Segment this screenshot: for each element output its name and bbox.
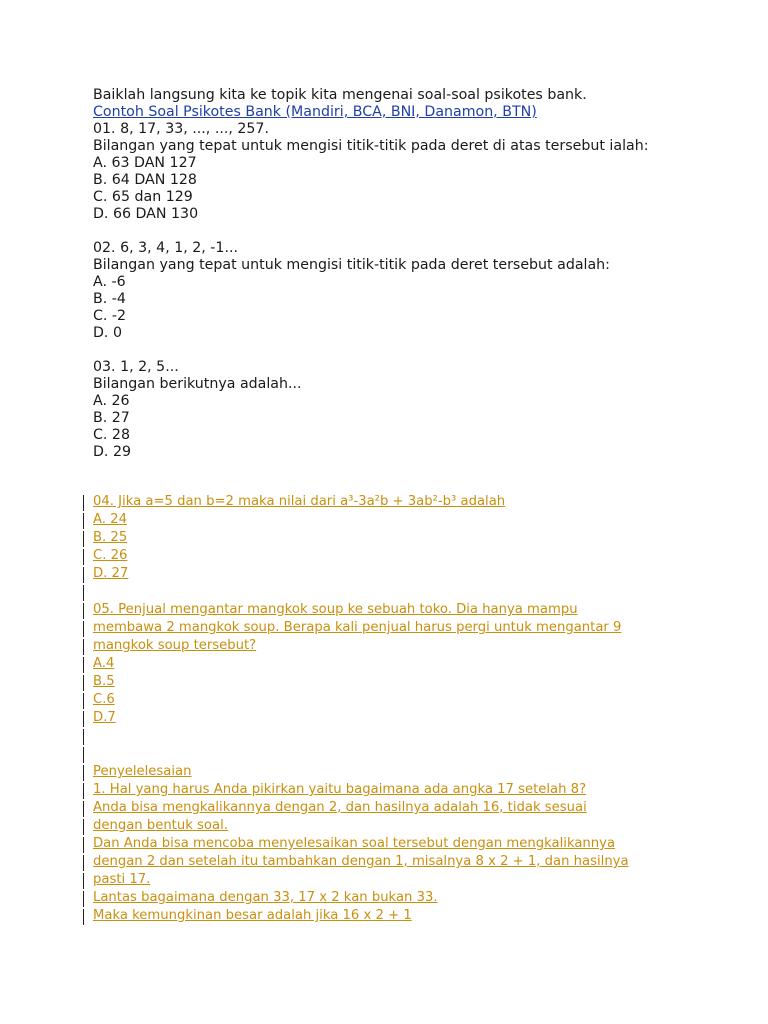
solution-line-6[interactable]: pasti 17. [93,871,693,889]
q4-option-b[interactable]: B. 25 [93,529,693,547]
q4-option-a[interactable]: A. 24 [93,511,693,529]
solution-title[interactable]: Penyelelesaian [93,763,693,781]
q1-series: 01. 8, 17, 33, ..., ..., 257. [93,121,269,137]
q4-question[interactable]: 04. Jika a=5 dan b=2 maka nilai dari a³-3a²b + 3ab²-b³ adalah [93,493,693,511]
solution-line-2[interactable]: Anda bisa mengkalikannya dengan 2, dan hasilnya adalah 16, tidak sesuai [93,799,693,817]
q2-option-a: A. -6 [93,274,126,290]
solution-line-1[interactable]: 1. Hal yang harus Anda pikirkan yaitu bagaimana ada angka 17 setelah 8? [93,781,693,799]
q5-question-line-2[interactable]: membawa 2 mangkok soup. Berapa kali penjual harus pergi untuk mengantar 9 [93,619,693,637]
q5-option-b[interactable]: B.5 [93,673,693,691]
q1-question: Bilangan yang tepat untuk mengisi titik-titik pada deret di atas tersebut ialah: [93,138,649,154]
solution-line-4[interactable]: Dan Anda bisa mencoba menyelesaikan soal tersebut dengan mengkalikannya [93,835,693,853]
q2-question: Bilangan yang tepat untuk mengisi titik-titik pada deret tersebut adalah: [93,257,610,273]
q1-option-c: C. 65 dan 129 [93,189,193,205]
intro-text: Baiklah langsung kita ke topik kita mengenai soal-soal psikotes bank. [93,87,587,103]
q3-option-b: B. 27 [93,410,130,426]
solution-line-7[interactable]: Lantas bagaimana dengan 33, 17 x 2 kan bukan 33. [93,889,693,907]
q1-option-d: D. 66 DAN 130 [93,206,199,222]
q3-option-c: C. 28 [93,427,130,443]
q4-option-d[interactable]: D. 27 [93,565,693,583]
q1-option-a: A. 63 DAN 127 [93,155,197,171]
q2-option-d: D. 0 [93,325,122,341]
q5-question-line-3[interactable]: mangkok soup tersebut? [93,637,693,655]
spacer [93,223,683,240]
main-text-block [93,87,683,461]
highlighted-block [93,493,693,925]
q5-option-d[interactable]: D.7 [93,709,693,727]
solution-line-5[interactable]: dengan 2 dan setelah itu tambahkan dengan 1, misalnya 8 x 2 + 1, dan hasilnya [93,853,693,871]
q2-series: 02. 6, 3, 4, 1, 2, -1... [93,240,238,256]
blank-line [93,583,693,601]
q3-option-a: A. 26 [93,393,130,409]
q5-option-c[interactable]: C.6 [93,691,693,709]
article-link[interactable]: Contoh Soal Psikotes Bank (Mandiri, BCA, BNI, Danamon, BTN) [93,104,537,120]
q3-series: 03. 1, 2, 5... [93,359,179,375]
q4-option-c[interactable]: C. 26 [93,547,693,565]
blank-line [93,727,693,745]
solution-line-8[interactable]: Maka kemungkinan besar adalah jika 16 x 2 + 1 [93,907,693,925]
spacer [93,342,683,359]
q2-option-b: B. -4 [93,291,126,307]
q1-option-b: B. 64 DAN 128 [93,172,197,188]
q5-question-line-1[interactable]: 05. Penjual mengantar mangkok soup ke sebuah toko. Dia hanya mampu [93,601,693,619]
q3-option-d: D. 29 [93,444,131,460]
q3-question: Bilangan berikutnya adalah... [93,376,302,392]
blank-line [93,745,693,763]
q2-option-c: C. -2 [93,308,127,324]
solution-line-3[interactable]: dengan bentuk soal. [93,817,693,835]
q5-option-a[interactable]: A.4 [93,655,693,673]
